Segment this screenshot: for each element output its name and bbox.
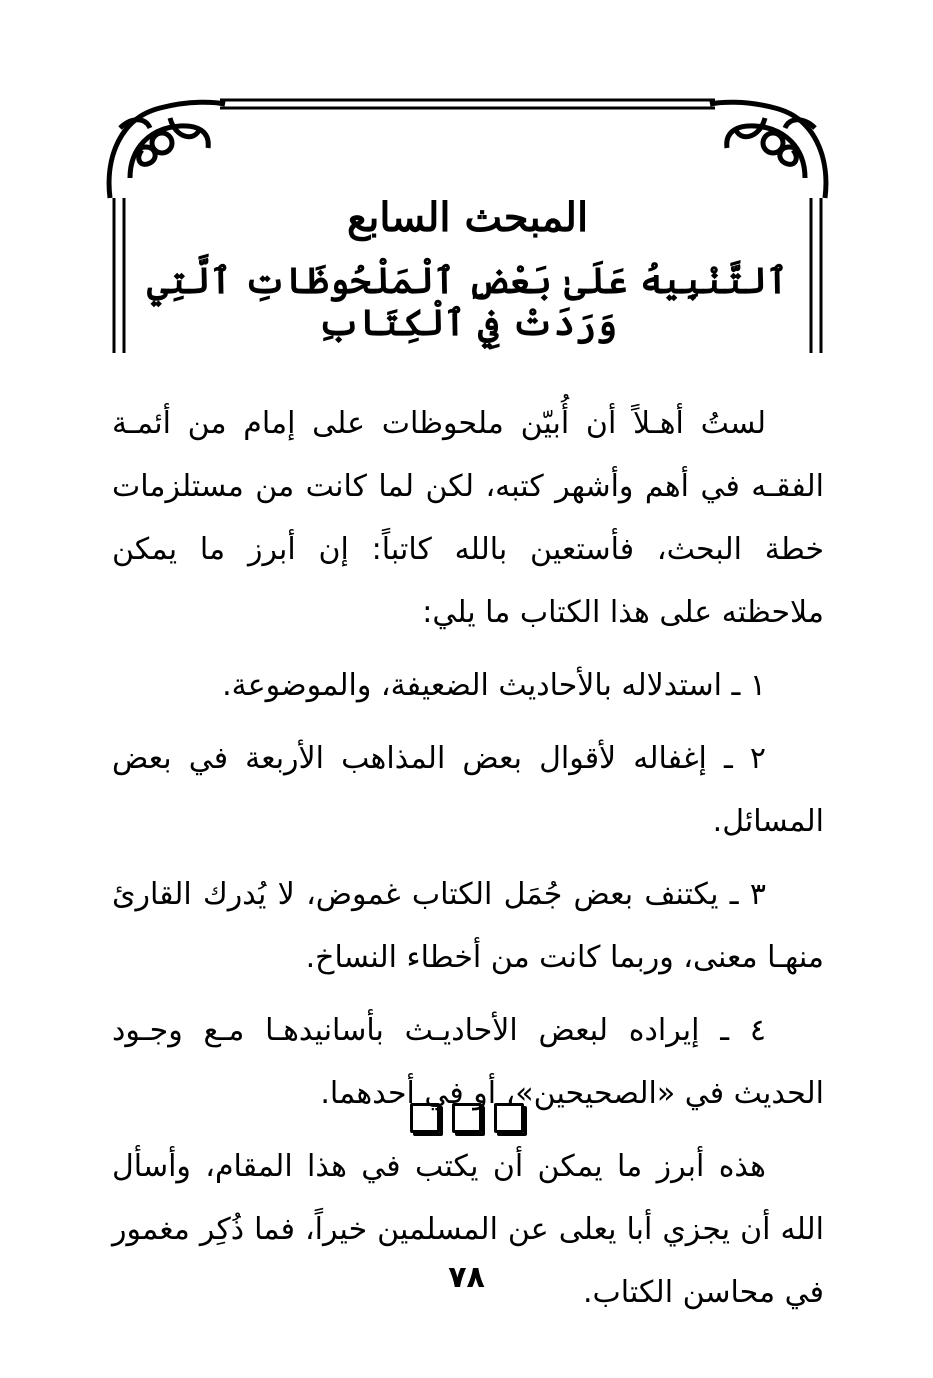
intro-paragraph: لستُ أهـلاً أن أُبيّن ملحوظات على إمام من أئمـة الفقـه في أهم وأشهر كتبه، لكن لما كانت من مستلزمات خطة البحث، فأستعين بالله كاتباً: إن أبرز ما يمكن ملاحظته على هذا الكتاب ما يلي: <box>112 406 824 630</box>
body-text <box>112 392 824 1334</box>
square-ornament <box>494 1103 524 1133</box>
chapter-label: المبحث السابع <box>346 194 589 241</box>
list-item-3: ٣ ـ يكتنف بعض جُمَل الكتاب غموض، لا يُدرك القارئ منهـا معنى، وربما كانت من أخطاء النساخ. <box>112 877 824 975</box>
list-item-1: ١ ـ استدلاله بالأحاديث الضعيفة، والموضوعة. <box>222 668 766 703</box>
chapter-title: ٱلتَّنْبِيهُ عَلَىٰ بَعْضِ ٱلْمَلْحُوظَاتِ ٱلَّتِي وَرَدَتْ فِي ٱلْكِتَابِ <box>147 260 788 344</box>
square-ornament <box>410 1103 440 1133</box>
section-separator <box>0 1103 933 1133</box>
list-item-4: ٤ ـ إيراده لبعض الأحاديـث بأسانيدهـا مـع وجـود الحديث في «الصحيحين»، أو في أحدهما. <box>112 1013 824 1111</box>
closing-paragraph: هذه أبرز ما يمكن أن يكتب في هذا المقام، وأسأل الله أن يجزي أبا يعلى عن المسلمين خيراً، فما ذُكِر مغمور في محاسن الكتاب. <box>112 1149 824 1310</box>
page-number: ٧٨ <box>448 1260 485 1295</box>
chapter-header-frame <box>100 88 835 363</box>
square-ornament <box>452 1103 482 1133</box>
list-item-2: ٢ ـ إغفاله لأقوال بعض المذاهب الأربعة في بعض المسائل. <box>112 741 824 839</box>
right-corner-ornament <box>710 102 826 198</box>
left-corner-ornament <box>109 102 225 198</box>
